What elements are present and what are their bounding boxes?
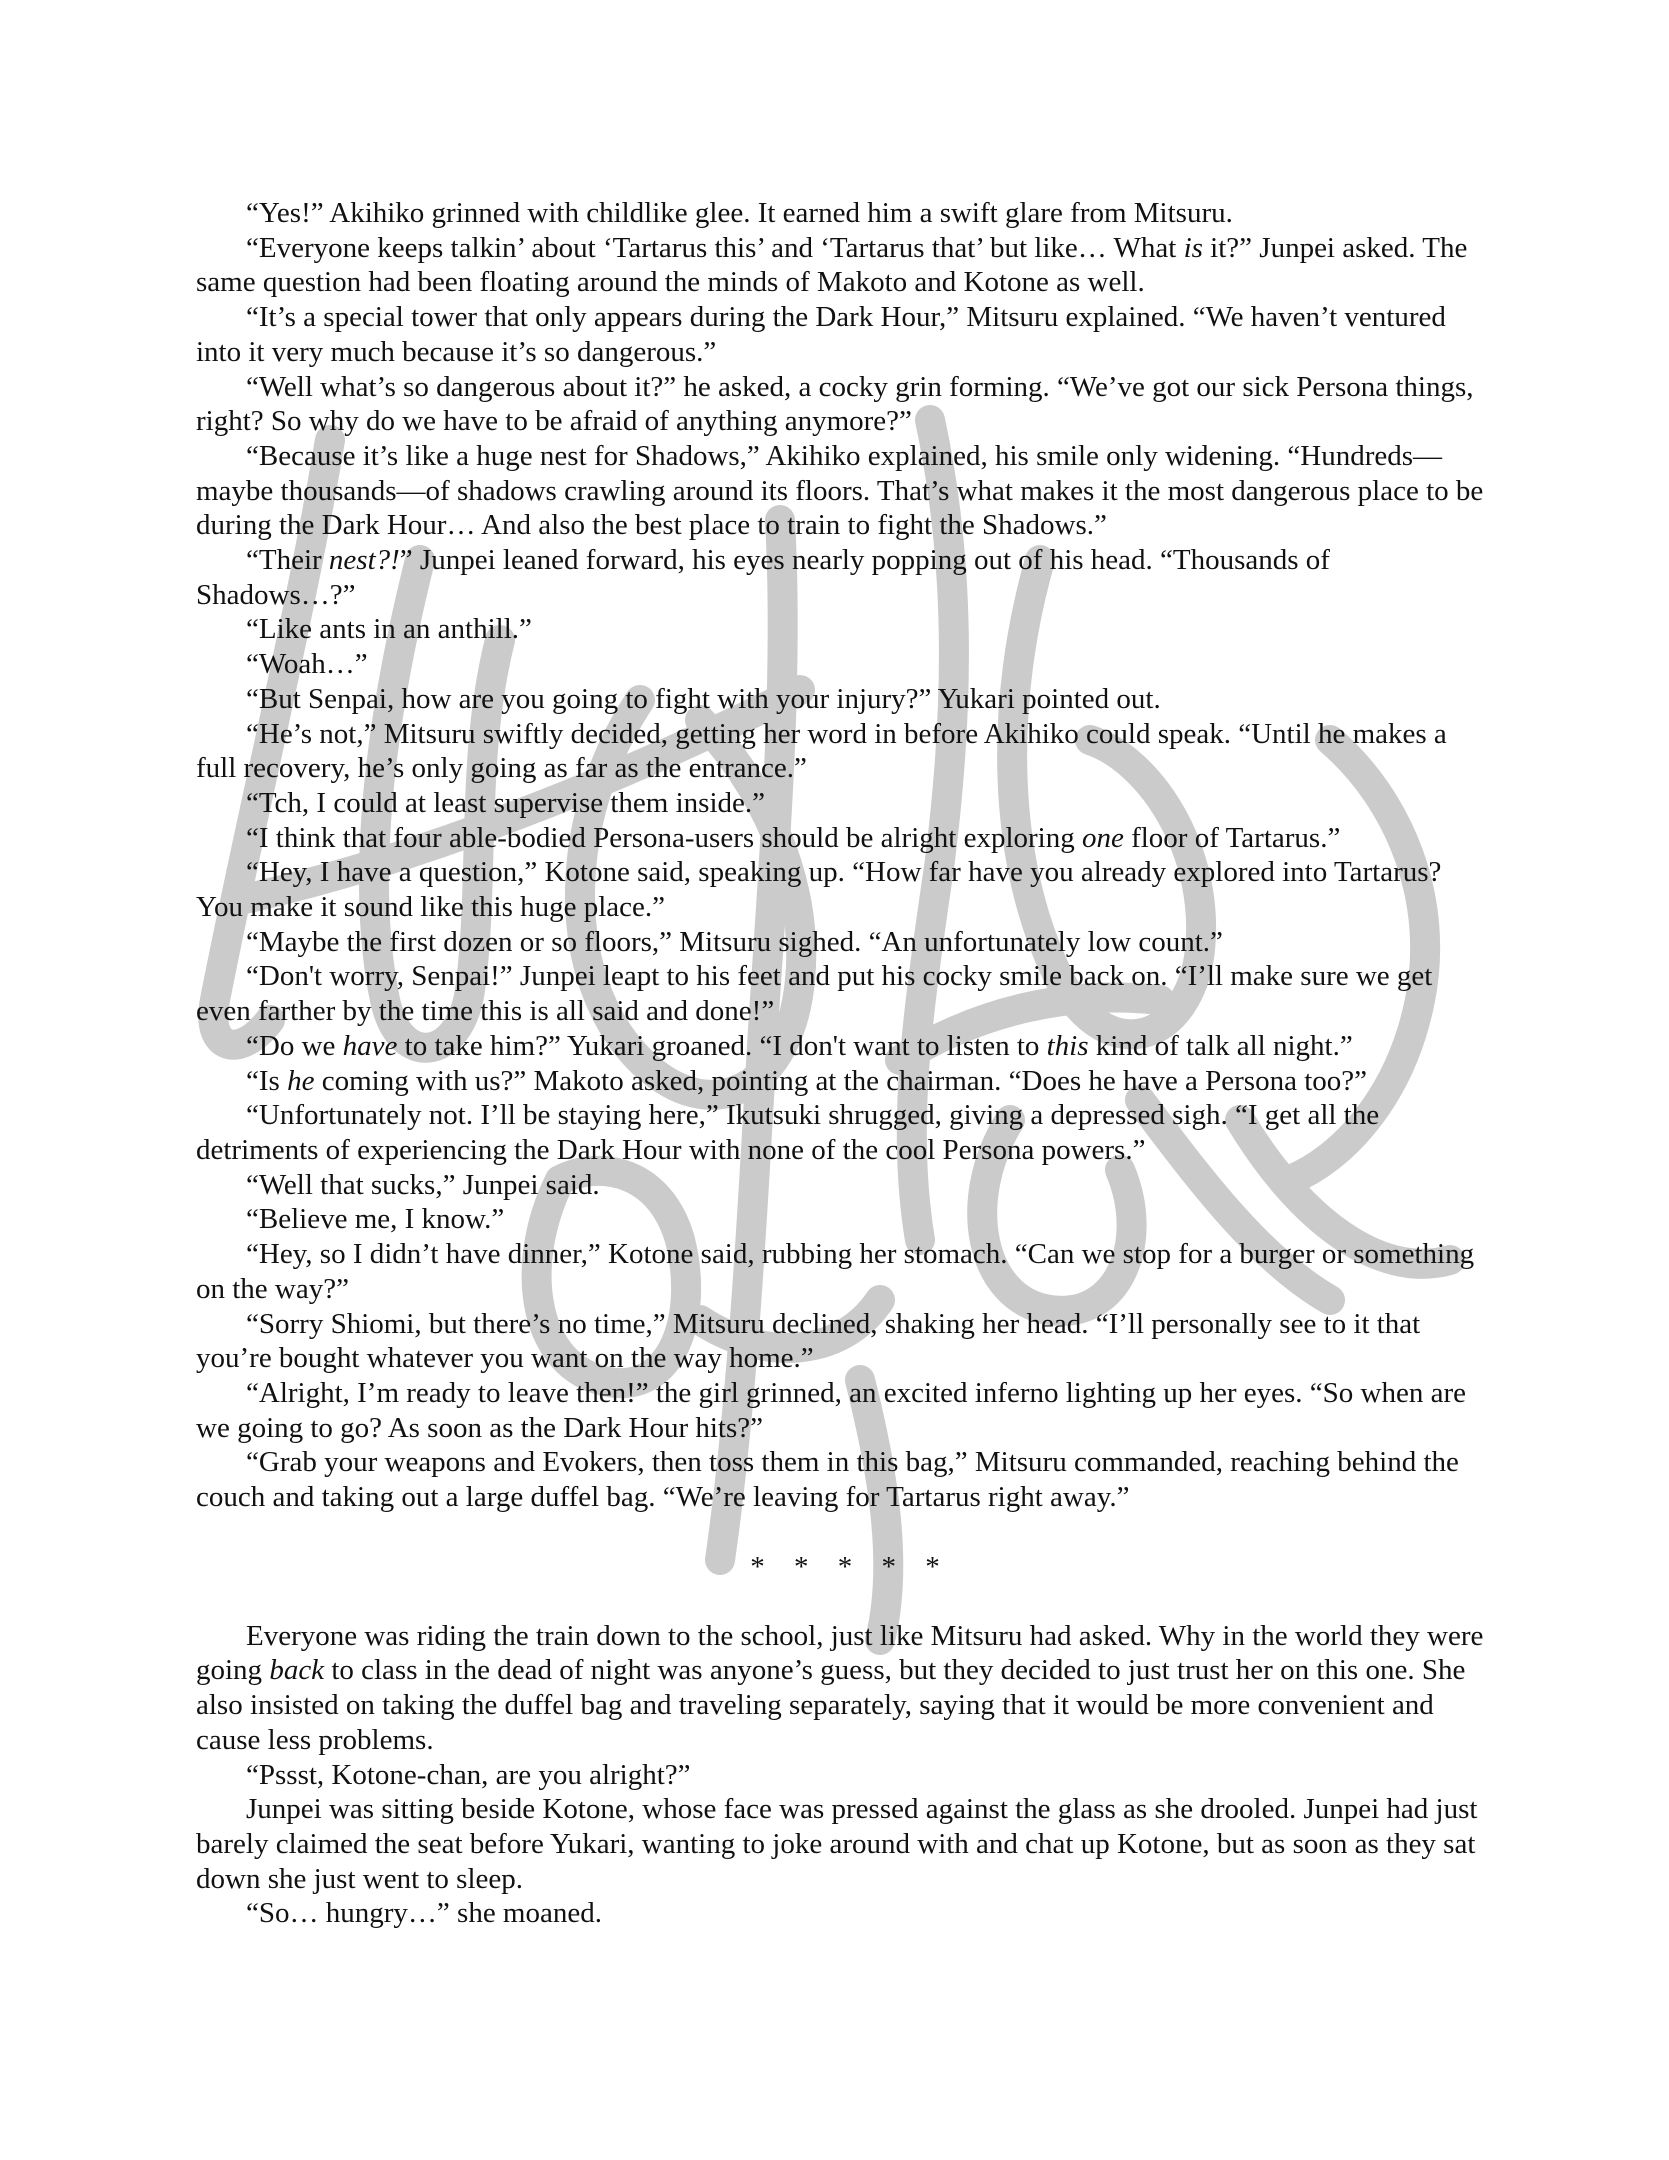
paragraph: “Alright, I’m ready to leave then!” the girl grinned, an excited inferno lighting up her eyes. “So when are we going to go? As soon as the Dark Hour hits?”: [196, 1376, 1466, 1444]
paragraph: “Well that sucks,” Junpei said.: [246, 1168, 600, 1201]
paragraph: “Like ants in an anthill.”: [246, 613, 532, 646]
paragraphs-after-break: [196, 1619, 1486, 1931]
paragraphs-before-break: [196, 196, 1486, 1515]
paragraph: “I think that four able-bodied Persona-users should be alright exploring one floor of Tartarus.”: [246, 821, 1341, 854]
section-break: * * * * *: [750, 1550, 940, 1583]
paragraph: “Maybe the first dozen or so floors,” Mitsuru sighed. “An unfortunately low count.”: [246, 925, 1223, 958]
paragraph: Everyone was riding the train down to the school, just like Mitsuru had asked. Why in the world they were going back to class in the dead of night was anyone’s guess, but they decided to just trust her on this one. She also insisted on taking the duffel bag and traveling separately, saying that it would be more convenient and cause less problems.: [196, 1619, 1484, 1756]
paragraph: “It’s a special tower that only appears during the Dark Hour,” Mitsuru explained. “We haven’t ventured into it very much because it’s so dangerous.”: [196, 301, 1446, 368]
paragraph: “But Senpai, how are you going to fight with your injury?” Yukari pointed out.: [246, 682, 1161, 715]
paragraph: “Well what’s so dangerous about it?” he asked, a cocky grin forming. “We’ve got our sick Persona things, right? So why do we have to be afraid of anything anymore?”: [196, 370, 1474, 438]
paragraph: “Pssst, Kotone-chan, are you alright?”: [246, 1758, 691, 1791]
paragraph: “Yes!” Akihiko grinned with childlike glee. It earned him a swift glare from Mitsuru.: [246, 197, 1233, 229]
paragraph: “Everyone keeps talkin’ about ‘Tartarus this’ and ‘Tartarus that’ but like… What is it?” Junpei asked. The same question had been floating around the minds of Makoto and Kotone as well.: [196, 231, 1468, 299]
paragraph: “Do we have to take him?” Yukari groaned. “I don't want to listen to this kind of talk all night.”: [246, 1029, 1353, 1062]
paragraph: “Because it’s like a huge nest for Shadows,” Akihiko explained, his smile only widening. “Hundreds—maybe thousands—of shadows crawling around its floors. That’s what makes it the most dangerous place to be during the Dark Hour… And also the best place to train to fight the Shadows.”: [196, 439, 1484, 542]
paragraph: “Sorry Shiomi, but there’s no time,” Mitsuru declined, shaking her head. “I’ll personally see to it that you’re bought whatever you want on the way home.”: [196, 1307, 1421, 1375]
paragraph: “Grab your weapons and Evokers, then toss them in this bag,” Mitsuru commanded, reaching behind the couch and taking out a large duffel bag. “We’re leaving for Tartarus right away.”: [196, 1446, 1459, 1514]
paragraph: Junpei was sitting beside Kotone, whose face was pressed against the glass as she drooled. Junpei had just barely claimed the seat before Yukari, wanting to joke around with and chat up Kotone, but as soon as they sat down she just went to sleep.: [196, 1793, 1478, 1895]
paragraph: “Believe me, I know.”: [246, 1203, 505, 1236]
paragraph: “Hey, so I didn’t have dinner,” Kotone said, rubbing her stomach. “Can we stop for a burger or something on the way?”: [196, 1238, 1475, 1305]
paragraph: “Hey, I have a question,” Kotone said, speaking up. “How far have you already explored into Tartarus? You make it sound like this huge place.”: [196, 856, 1442, 924]
paragraph: “Their nest?!” Junpei leaned forward, his eyes nearly popping out of his head. “Thousands of Shadows…?”: [196, 544, 1330, 611]
paragraph: “So… hungry…” she moaned.: [246, 1897, 602, 1930]
paragraph: “Unfortunately not. I’ll be staying here,” Ikutsuki shrugged, giving a depressed sigh. “I get all the detriments of experiencing the Dark Hour with none of the cool Persona powers.”: [196, 1099, 1380, 1166]
paragraph: “Don't worry, Senpai!” Junpei leapt to his feet and put his cocky smile back on. “I’ll make sure we get even farther by the time this is all said and done!”: [196, 960, 1433, 1028]
paragraph: “Woah…”: [246, 648, 368, 681]
paragraph: “He’s not,” Mitsuru swiftly decided, getting her word in before Akihiko could speak. “Until he makes a full recovery, he’s only going as far as the entrance.”: [196, 717, 1447, 785]
paragraph: “Is he coming with us?” Makoto asked, pointing at the chairman. “Does he have a Persona too?”: [246, 1064, 1368, 1097]
paragraph: “Tch, I could at least supervise them inside.”: [246, 786, 765, 819]
body-text: [196, 196, 1486, 1931]
